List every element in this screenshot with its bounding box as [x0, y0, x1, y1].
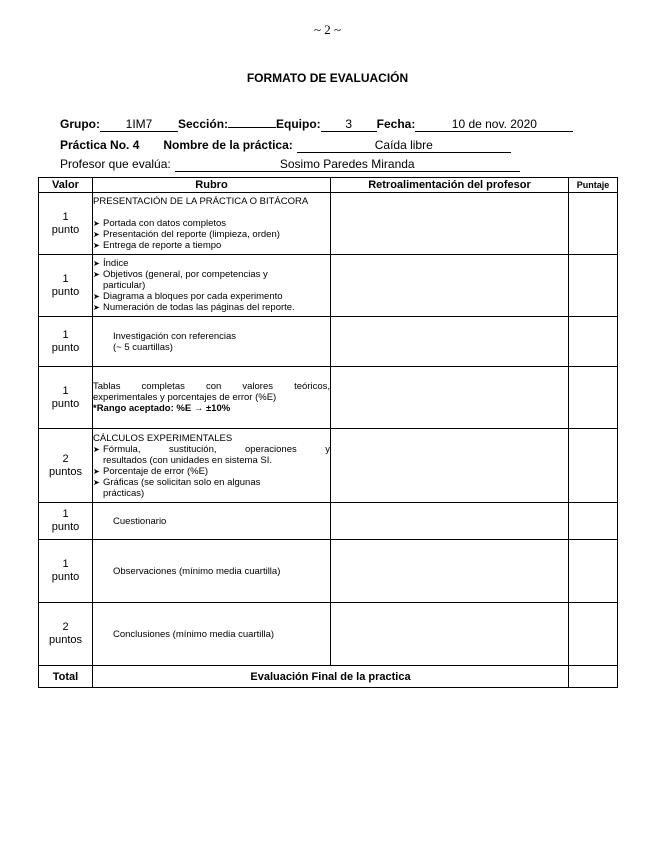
table-row	[39, 503, 618, 540]
rubro-line: Observaciones (mínimo media cuartilla)	[113, 565, 281, 577]
list-item-continued: prácticas)	[103, 487, 145, 499]
rubro-cell	[93, 367, 331, 429]
valor-cell	[39, 317, 93, 367]
fecha-label: Fecha:	[376, 117, 416, 131]
valor-number: 2	[62, 452, 69, 465]
grupo-label: Grupo:	[60, 117, 100, 131]
document-title: FORMATO DE EVALUACIÓN	[246, 71, 409, 85]
rubro-cell	[93, 317, 331, 367]
rango-aceptado: *Rango aceptado: %E → ±10%	[93, 403, 231, 414]
puntaje-cell[interactable]	[569, 255, 618, 317]
nombre-value: Caída libre	[297, 139, 511, 153]
nombre-label: Nombre de la práctica:	[163, 138, 293, 152]
list-item: ➤ Numeración de todas las páginas del reporte.	[93, 302, 330, 313]
list-item: ➤ Objetivos (general, por competencias y	[93, 269, 330, 280]
evaluation-table	[38, 177, 618, 688]
page-number: ~ 2 ~	[313, 22, 342, 37]
valor-unit: punto	[51, 285, 80, 298]
seccion-value	[228, 127, 276, 128]
rubro-cell	[93, 429, 331, 503]
rubro-title: CÁLCULOS EXPERIMENTALES	[93, 432, 233, 444]
valor-cell	[39, 603, 93, 666]
list-item-continued: resultados (con unidades en sistema SI.	[103, 454, 272, 466]
valor-number: 1	[62, 272, 69, 285]
header-row-profesor	[60, 157, 520, 172]
valor-number: 1	[62, 508, 69, 520]
equipo-value: 3	[321, 118, 377, 132]
equipo-label: Equipo:	[276, 117, 321, 131]
rubro-cell	[93, 503, 331, 540]
header-rubro: Rubro	[93, 178, 331, 193]
rubro-cell	[93, 193, 331, 255]
list-item: ➤ Fórmula, sustitución, operaciones y	[93, 444, 330, 455]
retroalimentacion-cell[interactable]	[331, 255, 569, 317]
header-valor: Valor	[39, 178, 93, 193]
valor-unit: punto	[51, 223, 80, 236]
rubro-cell	[93, 603, 331, 666]
grupo-value: 1IM7	[100, 118, 178, 132]
header-puntaje: Puntaje	[569, 178, 618, 193]
puntaje-cell[interactable]	[569, 317, 618, 367]
final-evaluation-label: Evaluación Final de la practica	[93, 666, 569, 688]
valor-cell	[39, 503, 93, 540]
puntaje-cell[interactable]	[569, 540, 618, 603]
list-item: ➤ Portada con datos completos	[93, 218, 330, 229]
valor-number: 1	[62, 558, 69, 570]
valor-unit: punto	[51, 397, 80, 410]
valor-number: 1	[62, 384, 69, 397]
rubro-line: Tablas completas con valores teóricos,	[93, 381, 330, 392]
retroalimentacion-cell[interactable]	[331, 367, 569, 429]
total-puntaje-cell[interactable]	[569, 666, 618, 688]
retroalimentacion-cell[interactable]	[331, 193, 569, 255]
valor-cell	[39, 367, 93, 429]
list-item: ➤ Diagrama a bloques por cada experimento	[93, 291, 330, 302]
table-row	[39, 255, 618, 317]
profesor-value: Sosimo Paredes Miranda	[175, 158, 520, 172]
table-row	[39, 603, 618, 666]
table-header-row	[39, 178, 618, 193]
valor-unit: punto	[51, 571, 80, 583]
list-item: ➤ Presentación del reporte (limpieza, orden)	[93, 229, 330, 240]
retroalimentacion-cell[interactable]	[331, 540, 569, 603]
puntaje-cell[interactable]	[569, 429, 618, 503]
rubro-line: Conclusiones (mínimo media cuartilla)	[113, 628, 275, 640]
valor-unit: punto	[51, 341, 80, 354]
profesor-label: Profesor que evalúa:	[60, 157, 171, 171]
list-item: ➤ Gráficas (se solicitan solo en algunas	[93, 477, 330, 488]
valor-cell	[39, 540, 93, 603]
total-row	[39, 666, 618, 688]
rubro-line: Cuestionario	[113, 515, 167, 527]
list-item: ➤ Entrega de reporte a tiempo	[93, 240, 330, 251]
puntaje-cell[interactable]	[569, 367, 618, 429]
valor-cell	[39, 255, 93, 317]
rubro-line: experimentales y porcentajes de error (%E)	[93, 392, 277, 403]
table-row	[39, 367, 618, 429]
valor-cell	[39, 429, 93, 503]
total-label: Total	[39, 666, 93, 688]
table-row	[39, 193, 618, 255]
valor-unit: puntos	[48, 634, 83, 646]
list-item: ➤ Índice	[93, 258, 330, 269]
retroalimentacion-cell[interactable]	[331, 503, 569, 540]
rubro-cell	[93, 255, 331, 317]
table-row	[39, 317, 618, 367]
practica-label: Práctica No. 4	[60, 138, 140, 152]
retroalimentacion-cell[interactable]	[331, 317, 569, 367]
list-item: ➤ Porcentaje de error (%E)	[93, 466, 330, 477]
header-row-group	[60, 117, 573, 132]
rubro-cell	[93, 540, 331, 603]
header-row-practica	[60, 138, 511, 153]
valor-unit: punto	[51, 521, 80, 533]
valor-number: 2	[62, 621, 69, 633]
header-retroalimentacion: Retroalimentación del profesor	[331, 178, 569, 193]
retroalimentacion-cell[interactable]	[331, 603, 569, 666]
valor-cell	[39, 193, 93, 255]
table-row	[39, 429, 618, 503]
retroalimentacion-cell[interactable]	[331, 429, 569, 503]
rubro-line: Investigación con referencias	[113, 330, 237, 342]
table-row	[39, 540, 618, 603]
rubro-title: PRESENTACIÓN DE LA PRÁCTICA O BITÁCORA	[93, 196, 309, 207]
puntaje-cell[interactable]	[569, 503, 618, 540]
rubro-line: (~ 5 cuartillas)	[113, 341, 173, 353]
puntaje-cell[interactable]	[569, 193, 618, 255]
fecha-value: 10 de nov. 2020	[415, 118, 573, 132]
valor-number: 1	[62, 210, 69, 223]
valor-number: 1	[62, 328, 69, 341]
list-item-continued: particular)	[103, 280, 146, 291]
valor-unit: puntos	[48, 465, 83, 478]
seccion-label: Sección:	[178, 117, 229, 131]
puntaje-cell[interactable]	[569, 603, 618, 666]
